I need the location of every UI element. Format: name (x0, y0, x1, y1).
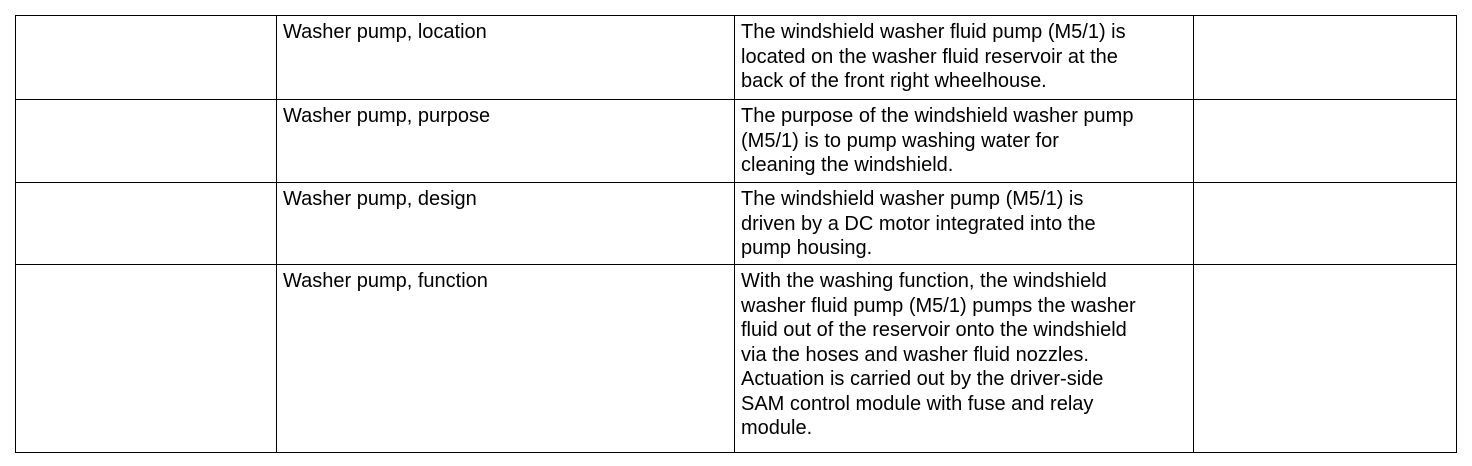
row-blank-cell (16, 265, 277, 453)
topic-cell: Washer pump, location (277, 16, 735, 100)
description-line: washer fluid pump (M5/1) pumps the washer (741, 294, 1136, 317)
row-blank-cell (16, 16, 277, 100)
notes-cell (1194, 265, 1457, 453)
document-table (15, 15, 1457, 453)
description-line: The purpose of the windshield washer pump (741, 105, 1134, 127)
description-line: module. (741, 417, 813, 439)
description-cell (735, 265, 1194, 453)
topic-cell: Washer pump, purpose (277, 100, 735, 183)
notes-cell (1194, 16, 1457, 100)
topic-cell: Washer pump, design (277, 183, 735, 265)
description-line: (M5/1) is to pump washing water for (741, 129, 1059, 152)
description-cell (735, 16, 1194, 100)
description-line: The windshield washer pump (M5/1) is (741, 188, 1084, 210)
row-blank-cell (16, 100, 277, 183)
table-row (16, 183, 1457, 265)
table-row (16, 16, 1457, 100)
table-row (16, 100, 1457, 183)
row-blank-cell (16, 183, 277, 265)
description-line: Actuation is carried out by the driver-side (741, 368, 1104, 390)
description-line: pump housing. (741, 237, 873, 259)
description-line: located on the washer fluid reservoir at the (741, 45, 1118, 68)
description-line: fluid out of the reservoir onto the windshield (741, 319, 1127, 341)
description-line: With the washing function, the windshield (741, 270, 1107, 292)
description-cell (735, 100, 1194, 183)
description-line: driven by a DC motor integrated into the (741, 212, 1096, 235)
topic-cell: Washer pump, function (277, 265, 735, 453)
description-line: cleaning the windshield. (741, 154, 954, 176)
description-line: back of the front right wheelhouse. (741, 70, 1047, 92)
description-line: The windshield washer fluid pump (M5/1) is (741, 21, 1126, 43)
notes-cell (1194, 100, 1457, 183)
description-line: via the hoses and washer fluid nozzles. (741, 343, 1089, 366)
description-cell (735, 183, 1194, 265)
notes-cell (1194, 183, 1457, 265)
table-row (16, 265, 1457, 453)
description-line: SAM control module with fuse and relay (741, 392, 1094, 415)
